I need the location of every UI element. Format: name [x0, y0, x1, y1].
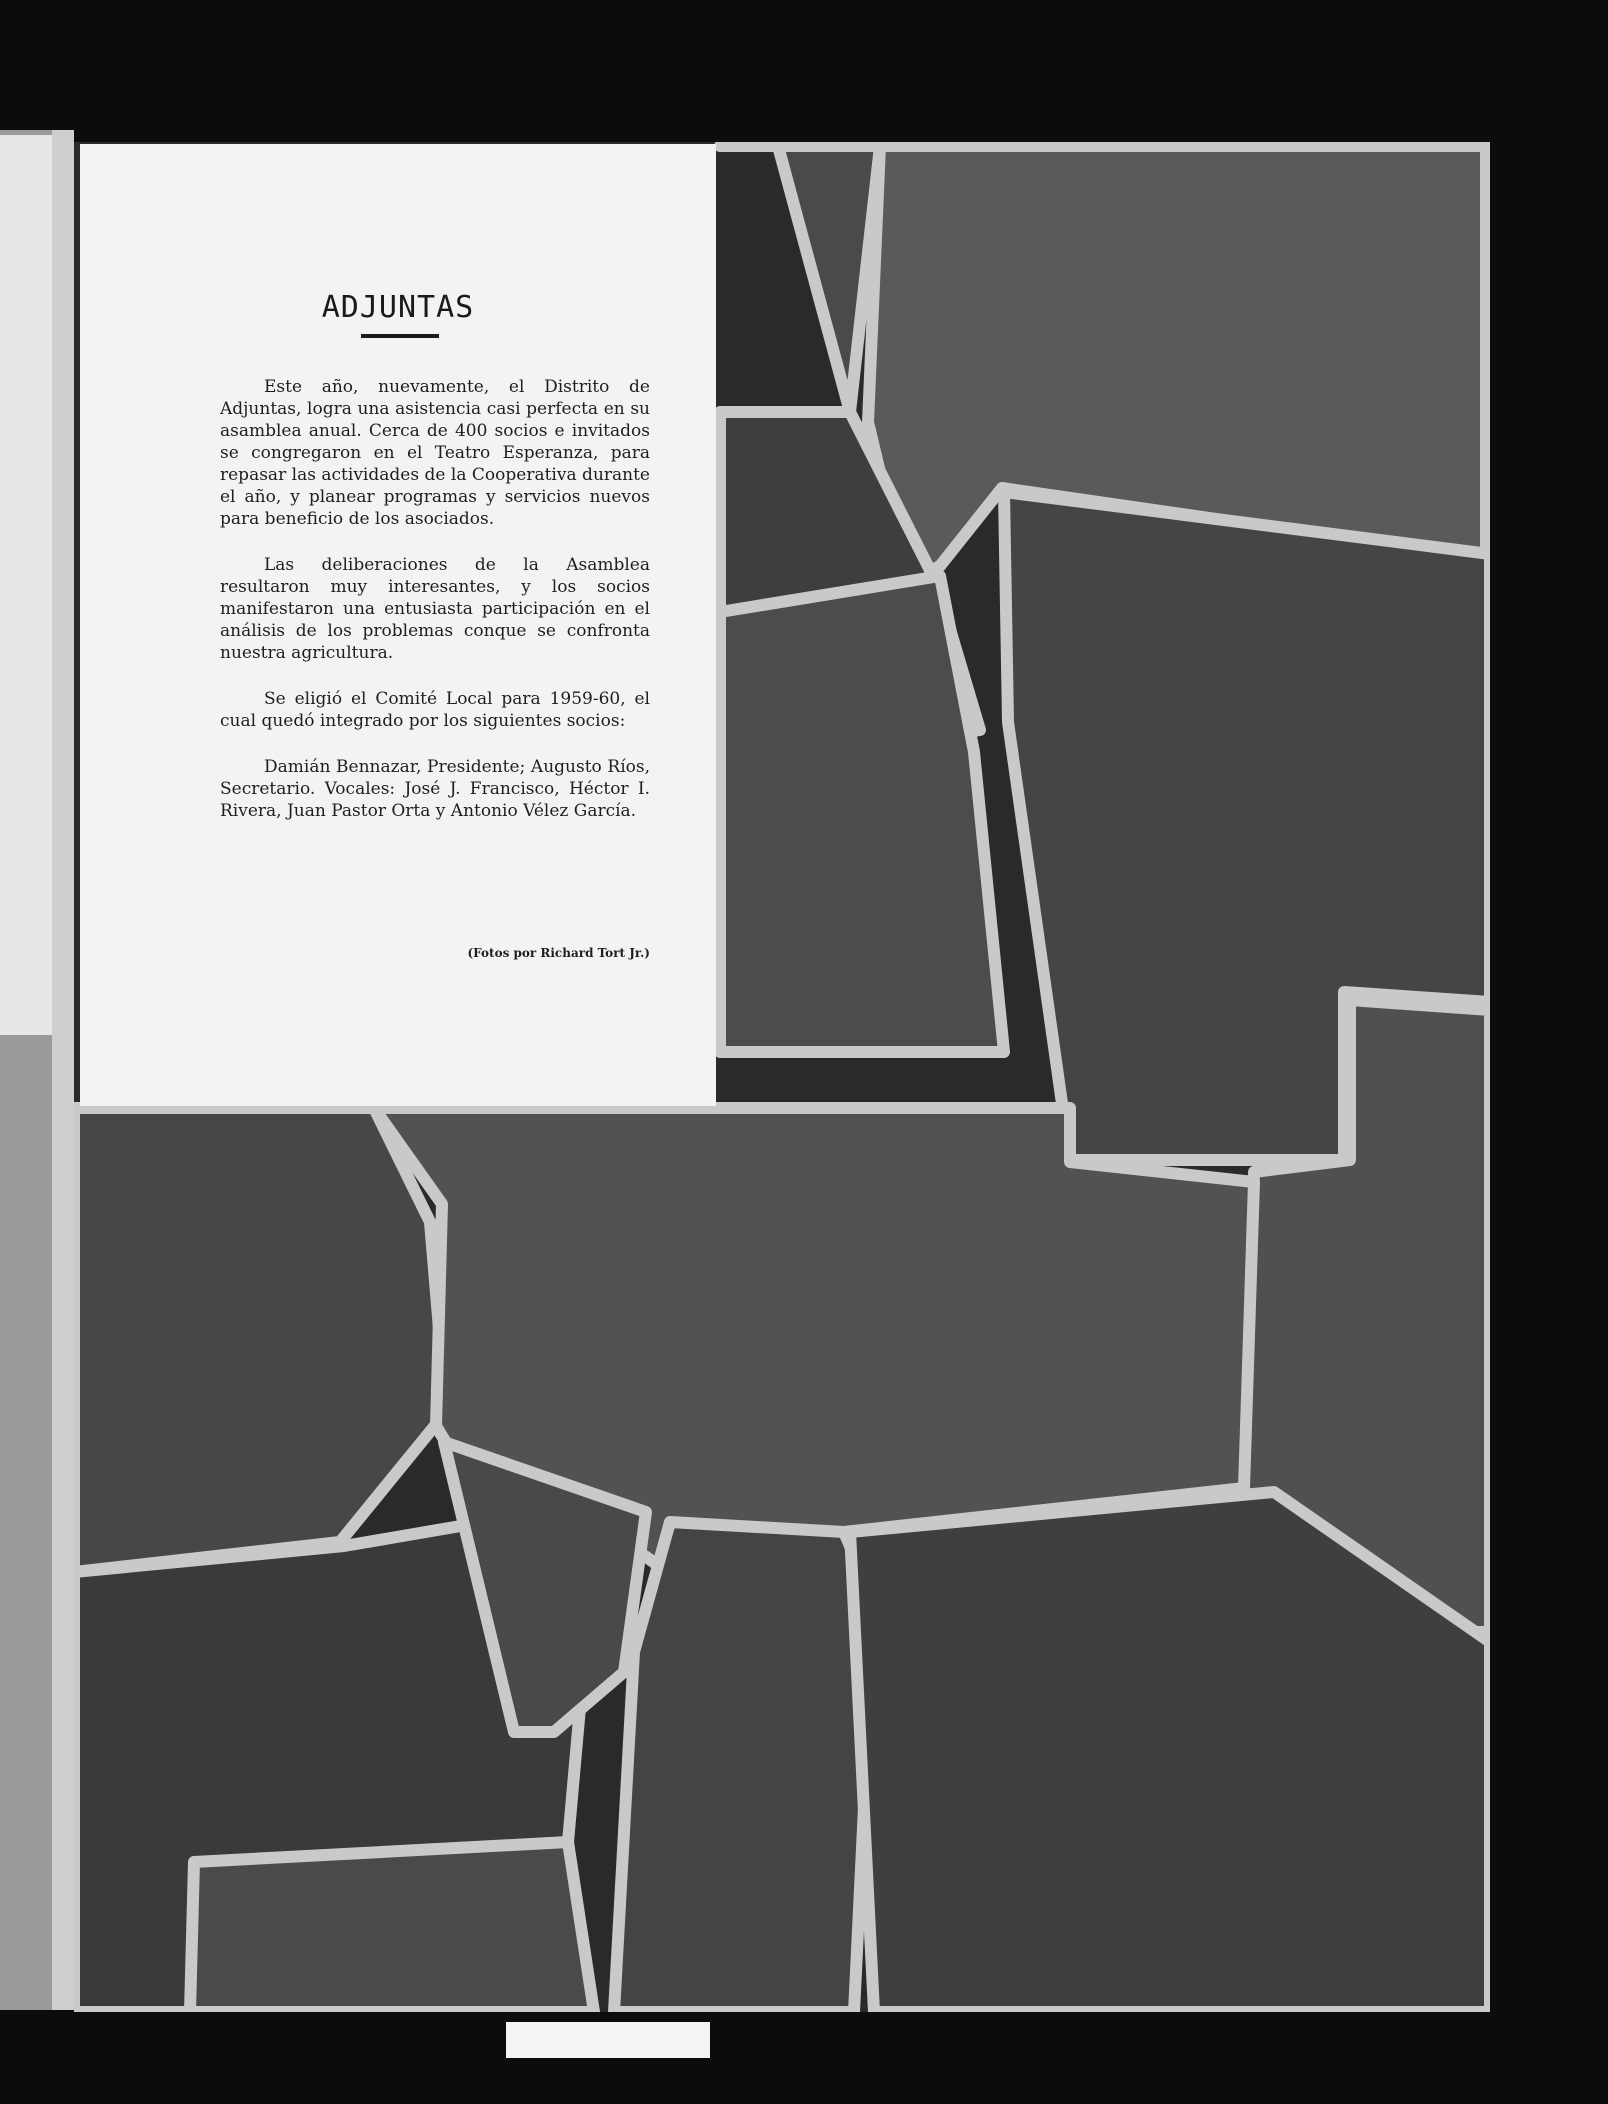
article-paragraph-1: Este año, nuevamente, el Distrito de Adjuntas, logra una asistencia casi perfecta en su asamblea anual. Cerca de 400 socios e invitados se congregaron en el Teatro Esperanza, para repasar las actividades de la Cooperativa durante el año, y planear programas y servicios nuevos para beneficio de los asociados. — [220, 377, 650, 529]
binding-spine — [52, 130, 74, 2010]
page-bottom-tab — [506, 2022, 710, 2058]
article-title: ADJUNTAS — [321, 290, 475, 325]
photo-man-bottom-seated — [850, 1492, 1490, 2012]
photo-man-portrait-top — [720, 146, 880, 412]
article-paragraph-3: Se eligió el Comité Local para 1959-60, el cual quedó integrado por los siguientes socios: — [220, 689, 650, 731]
article-paragraph-4: Damián Bennazar, Presidente; Augusto Ríos, Secretario. Vocales: José J. Francisco, Héctor I. Rivera, Juan Pastor Orta y Antonio Vélez García. — [220, 757, 650, 821]
photo-man-gesturing-right — [74, 1108, 446, 1572]
article-paragraph-2: Las deliberaciones de la Asamblea resultaron muy interesantes, y los socios manifestaron una entusiasta participación en el análisis de los problemas conque se confronta nuestra agricultura. — [220, 555, 650, 663]
photo-man-portrait-top — [190, 1842, 594, 2012]
photo-credit: (Fotos por Richard Tort Jr.) — [467, 946, 650, 960]
title-underline — [361, 334, 439, 338]
photo-crowd-raised-hand — [614, 1522, 874, 2012]
previous-page-light-area — [0, 135, 52, 1035]
article-body — [220, 376, 650, 846]
